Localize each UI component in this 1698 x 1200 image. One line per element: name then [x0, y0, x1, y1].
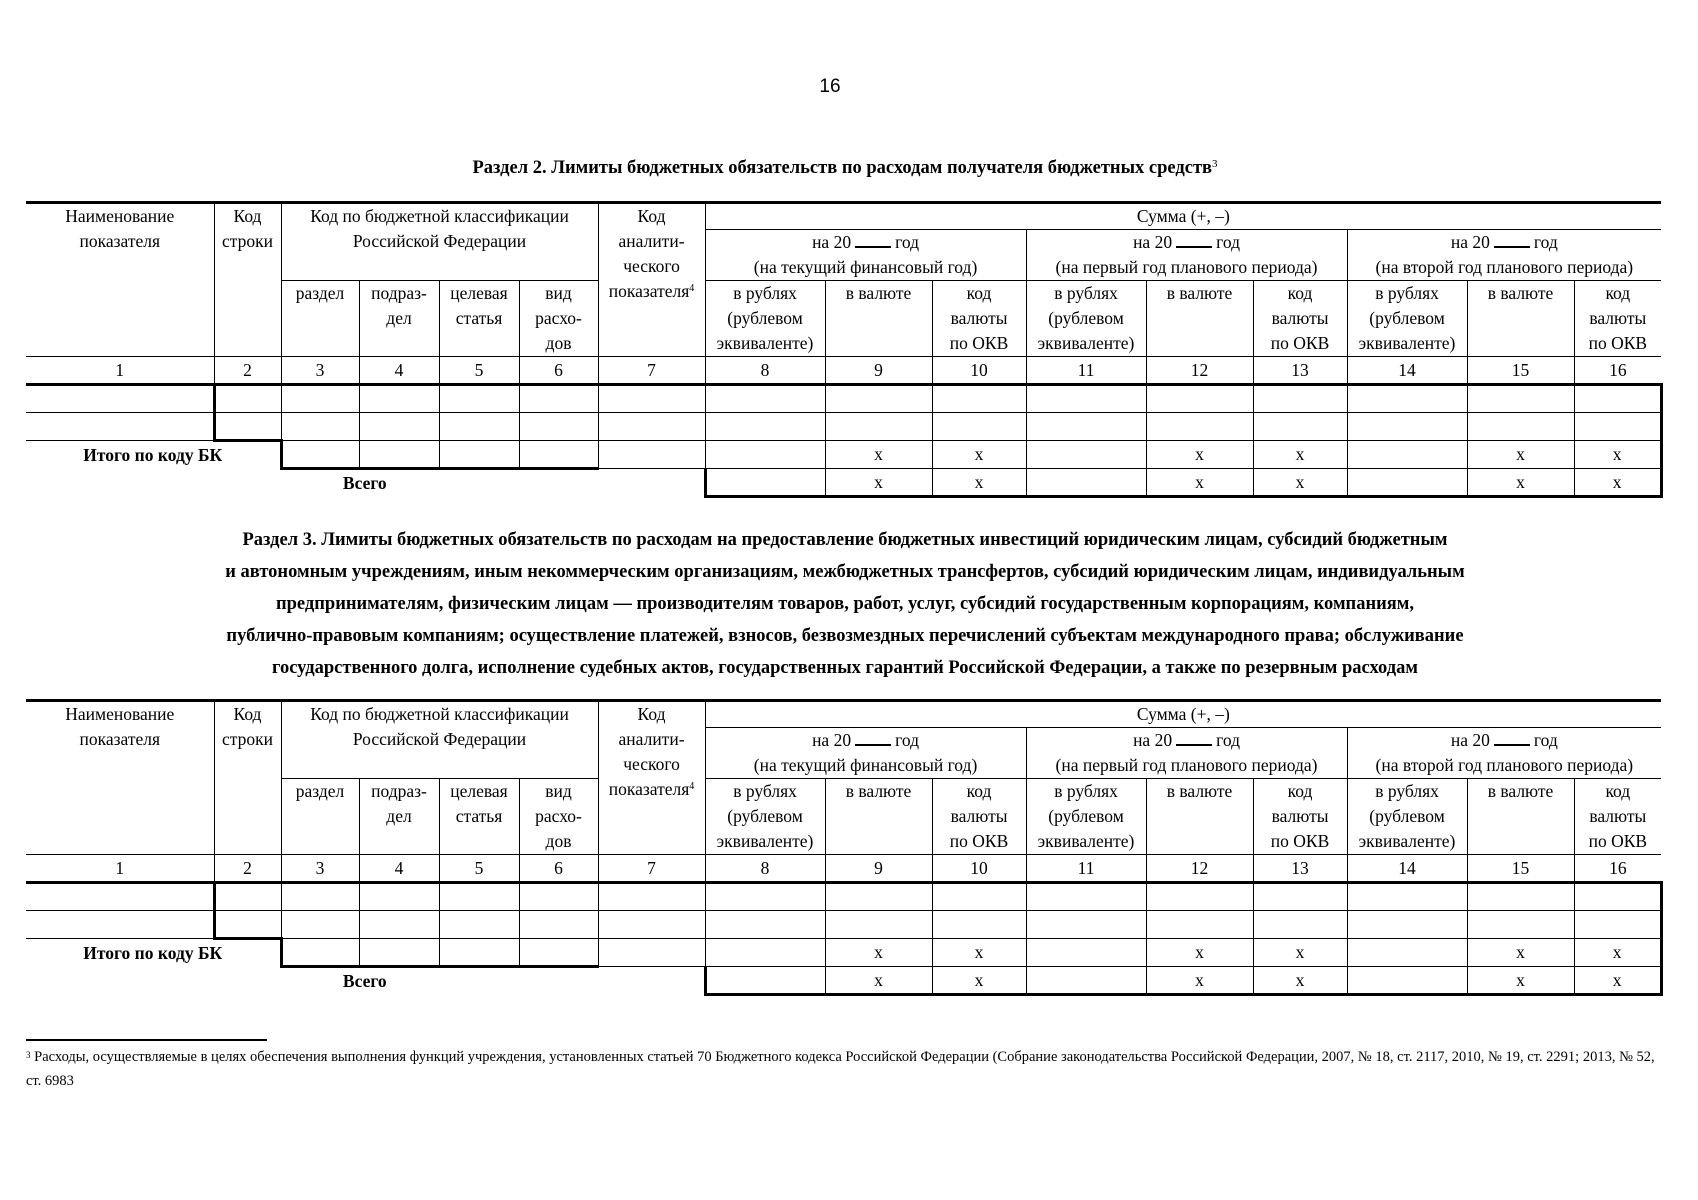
table-row: [26, 413, 1661, 441]
column-numbers-row: [26, 357, 1661, 385]
header-row-code: Код строки: [214, 203, 281, 357]
cross-mark: x: [825, 469, 932, 497]
input-cell[interactable]: [825, 911, 932, 939]
header-okv: код валюты по ОКВ: [1574, 779, 1661, 855]
column-number: 8: [705, 855, 825, 883]
header-currency: в валюте: [825, 281, 932, 357]
input-cell[interactable]: [1253, 883, 1347, 911]
column-number: 2: [214, 855, 281, 883]
cross-mark: x: [1146, 469, 1253, 497]
cross-mark: x: [1253, 939, 1347, 967]
header-indicator-name: Наименование показателя: [26, 701, 214, 855]
input-cell[interactable]: [281, 911, 359, 939]
input-cell[interactable]: [1467, 883, 1574, 911]
header-analytic-code: Код аналити- ческого показателя$^4$: [598, 701, 705, 855]
input-cell[interactable]: [1347, 385, 1467, 413]
column-number: 14: [1347, 855, 1467, 883]
grand-total-row: [26, 967, 1661, 995]
header-currency: в валюте: [1146, 281, 1253, 357]
input-cell[interactable]: [519, 385, 598, 413]
input-cell[interactable]: [214, 413, 281, 441]
cross-mark: x: [1574, 967, 1661, 995]
section-2-title: [30, 152, 1660, 184]
footnote-text: Расходы, осуществляемые в целях обеспечения выполнения функций учреждения, установленных статьей 70 Бюджетного кодекса Российской Федерации (Собрание законодательства Российской Федерации, 2007, № 18, ст. 2117, 2010, № 19, ст. 2291; 2013, № 52, ст. 6983: [26, 1049, 1655, 1089]
input-cell[interactable]: [1347, 967, 1467, 995]
input-cell[interactable]: [1574, 413, 1661, 441]
input-cell[interactable]: [705, 939, 825, 967]
input-cell[interactable]: [705, 967, 825, 995]
input-cell[interactable]: [439, 911, 519, 939]
input-cell[interactable]: [1026, 469, 1146, 497]
input-cell[interactable]: [281, 939, 359, 967]
header-target-article: целевая статья: [439, 779, 519, 855]
header-period-second-plan: на 20 год (на второй год планового периода): [1347, 230, 1661, 281]
cross-mark: x: [1253, 469, 1347, 497]
input-cell[interactable]: [519, 911, 598, 939]
input-cell[interactable]: [519, 413, 598, 441]
input-cell[interactable]: [1146, 385, 1253, 413]
input-cell[interactable]: [1146, 413, 1253, 441]
header-okv: код валюты по ОКВ: [932, 779, 1026, 855]
cross-mark: x: [932, 967, 1026, 995]
cross-mark: x: [1467, 469, 1574, 497]
header-currency: в валюте: [825, 779, 932, 855]
column-number: 11: [1026, 357, 1146, 385]
page-number: 16: [819, 76, 841, 97]
input-cell[interactable]: [1026, 413, 1146, 441]
input-cell[interactable]: [1347, 883, 1467, 911]
input-cell[interactable]: [26, 413, 214, 441]
column-number: 15: [1467, 357, 1574, 385]
cross-mark: x: [1253, 967, 1347, 995]
header-rub: в рублях (рублевом эквиваленте): [1347, 779, 1467, 855]
input-cell[interactable]: [1026, 939, 1146, 967]
input-cell[interactable]: [705, 883, 825, 911]
input-cell[interactable]: [1574, 911, 1661, 939]
cross-mark: x: [825, 967, 932, 995]
header-target-article: целевая статья: [439, 281, 519, 357]
header-budget-classification: Код по бюджетной классификации Российской Федерации: [281, 701, 598, 779]
input-cell[interactable]: [26, 911, 214, 939]
input-cell[interactable]: [1026, 967, 1146, 995]
input-cell[interactable]: [26, 883, 214, 911]
header-expense-type: вид расхо- дов: [519, 779, 598, 855]
grand-total-label: Всего: [342, 970, 387, 991]
input-cell[interactable]: [439, 883, 519, 911]
column-number: 3: [281, 855, 359, 883]
header-rub: в рублях (рублевом эквиваленте): [1026, 779, 1146, 855]
total-bk-label: Итого по коду БК: [83, 444, 223, 465]
header-okv: код валюты по ОКВ: [1574, 281, 1661, 357]
header-expense-type: вид расхо- дов: [519, 281, 598, 357]
header-sum: Сумма (+, –): [705, 203, 1661, 230]
input-cell[interactable]: [359, 883, 439, 911]
input-cell[interactable]: [598, 441, 705, 469]
input-cell[interactable]: [359, 939, 439, 967]
column-number: 15: [1467, 855, 1574, 883]
header-row-code: Код строки: [214, 701, 281, 855]
cross-mark: x: [1467, 939, 1574, 967]
section-3-title-line: государственного долга, исполнение судебных актов, государственных гарантий Российской Федерации, а также по резервным расходам: [272, 658, 1418, 678]
cross-mark: x: [825, 939, 932, 967]
cross-mark: x: [1574, 939, 1661, 967]
column-number: 10: [932, 855, 1026, 883]
column-number: 5: [439, 357, 519, 385]
column-number: 12: [1146, 357, 1253, 385]
column-number: 4: [359, 855, 439, 883]
input-cell[interactable]: [1574, 883, 1661, 911]
input-cell[interactable]: [1347, 469, 1467, 497]
input-cell[interactable]: [1026, 385, 1146, 413]
header-currency: в валюте: [1467, 281, 1574, 357]
input-cell[interactable]: [1467, 385, 1574, 413]
header-rub: в рублях (рублевом эквиваленте): [705, 281, 825, 357]
column-number: 2: [214, 357, 281, 385]
cross-mark: x: [932, 441, 1026, 469]
column-number: 9: [825, 855, 932, 883]
input-cell[interactable]: [519, 939, 598, 967]
column-number: 11: [1026, 855, 1146, 883]
column-number: 16: [1574, 357, 1661, 385]
input-cell[interactable]: [439, 385, 519, 413]
section-3-title-line: публично-правовым компаниям; осуществление платежей, взносов, безвозмездных перечислений субъектам международного права; обслуживание: [226, 626, 1464, 646]
header-indicator-name: Наименование показателя: [26, 203, 214, 357]
input-cell[interactable]: [1347, 413, 1467, 441]
header-razdel: раздел: [281, 779, 359, 855]
column-number: 6: [519, 855, 598, 883]
header-currency: в валюте: [1146, 779, 1253, 855]
header-sum: Сумма (+, –): [705, 701, 1661, 728]
cross-mark: x: [1253, 441, 1347, 469]
section-3-title: [30, 524, 1660, 684]
total-bk-row: [26, 939, 1661, 967]
input-cell[interactable]: [1574, 385, 1661, 413]
input-cell[interactable]: [825, 385, 932, 413]
header-razdel: раздел: [281, 281, 359, 357]
table-row: [26, 911, 1661, 939]
column-number: 16: [1574, 855, 1661, 883]
grand-total-label: Всего: [342, 472, 387, 493]
header-rub: в рублях (рублевом эквиваленте): [1347, 281, 1467, 357]
input-cell[interactable]: [281, 385, 359, 413]
column-number: 7: [598, 855, 705, 883]
column-number: 7: [598, 357, 705, 385]
cross-mark: x: [1574, 441, 1661, 469]
input-cell[interactable]: [519, 441, 598, 469]
input-cell[interactable]: [1026, 883, 1146, 911]
header-rub: в рублях (рублевом эквиваленте): [705, 779, 825, 855]
input-cell[interactable]: [281, 413, 359, 441]
input-cell[interactable]: [932, 413, 1026, 441]
cross-mark: x: [825, 441, 932, 469]
footnote-divider: [26, 1039, 267, 1041]
input-cell[interactable]: [439, 413, 519, 441]
input-cell[interactable]: [519, 883, 598, 911]
header-currency: в валюте: [1467, 779, 1574, 855]
input-cell[interactable]: [598, 939, 705, 967]
cross-mark: x: [1146, 441, 1253, 469]
section-3-title-line: Раздел 3. Лимиты бюджетных обязательств по расходам на предоставление бюджетных инвестиций юридическим лицам, субсидий бюджетным: [242, 530, 1448, 550]
input-cell[interactable]: [214, 385, 281, 413]
header-period-first-plan: на 20 год (на первый год планового периода): [1026, 230, 1347, 281]
total-bk-row: [26, 441, 1661, 469]
input-cell[interactable]: [439, 441, 519, 469]
input-cell[interactable]: [825, 883, 932, 911]
section-3-title-line: и автономным учреждениям, иным некоммерческим организациям, межбюджетных трансфертов, субсидий юридическим лицам, индивидуальным: [225, 562, 1465, 582]
column-number: 13: [1253, 357, 1347, 385]
input-cell[interactable]: [1026, 911, 1146, 939]
input-cell[interactable]: [932, 911, 1026, 939]
input-cell[interactable]: [359, 385, 439, 413]
input-cell[interactable]: [932, 883, 1026, 911]
footnote: [26, 1045, 1656, 1093]
column-number: 14: [1347, 357, 1467, 385]
table-row: [26, 385, 1661, 413]
column-numbers-row: [26, 855, 1661, 883]
input-cell[interactable]: [359, 441, 439, 469]
input-cell[interactable]: [705, 911, 825, 939]
input-cell[interactable]: [1347, 441, 1467, 469]
header-period-second-plan: на 20 год (на второй год планового периода): [1347, 728, 1661, 779]
header-period-current: на 20 год (на текущий финансовый год): [705, 728, 1026, 779]
input-cell[interactable]: [214, 883, 281, 911]
input-cell[interactable]: [1347, 911, 1467, 939]
section-2-title-footnote-ref: 3: [1212, 158, 1218, 170]
cross-mark: x: [932, 469, 1026, 497]
section-2-title-text: Раздел 2. Лимиты бюджетных обязательств по расходам получателя бюджетных средств: [472, 158, 1213, 178]
column-number: 13: [1253, 855, 1347, 883]
header-period-first-plan: на 20 год (на первый год планового периода): [1026, 728, 1347, 779]
input-cell[interactable]: [598, 385, 705, 413]
input-cell[interactable]: [359, 911, 439, 939]
cross-mark: x: [1467, 967, 1574, 995]
header-okv: код валюты по ОКВ: [932, 281, 1026, 357]
header-budget-classification: Код по бюджетной классификации Российской Федерации: [281, 203, 598, 281]
input-cell[interactable]: [26, 385, 214, 413]
header-podrazdel: подраз- дел: [359, 779, 439, 855]
footnote-number: 3: [26, 1050, 31, 1060]
column-number: 8: [705, 357, 825, 385]
column-number: 5: [439, 855, 519, 883]
input-cell[interactable]: [1467, 413, 1574, 441]
input-cell[interactable]: [598, 911, 705, 939]
column-number: 4: [359, 357, 439, 385]
column-number: 12: [1146, 855, 1253, 883]
input-cell[interactable]: [1253, 911, 1347, 939]
column-number: 10: [932, 357, 1026, 385]
cross-mark: x: [1146, 939, 1253, 967]
input-cell[interactable]: [705, 469, 825, 497]
input-cell[interactable]: [705, 385, 825, 413]
input-cell[interactable]: [359, 413, 439, 441]
input-cell[interactable]: [439, 939, 519, 967]
column-number: 6: [519, 357, 598, 385]
grand-total-row: [26, 469, 1661, 497]
input-cell[interactable]: [598, 413, 705, 441]
input-cell[interactable]: [281, 441, 359, 469]
cross-mark: x: [932, 939, 1026, 967]
total-bk-label: Итого по коду БК: [83, 942, 223, 963]
section-3-title-line: предпринимателям, физическим лицам — производителям товаров, работ, услуг, субсидий государственным корпорациям, компаниям,: [275, 594, 1415, 614]
input-cell[interactable]: [1253, 385, 1347, 413]
column-number: 3: [281, 357, 359, 385]
input-cell[interactable]: [1026, 441, 1146, 469]
table-row: [26, 883, 1661, 911]
column-number: 1: [26, 357, 214, 385]
input-cell[interactable]: [1146, 883, 1253, 911]
column-number: 9: [825, 357, 932, 385]
input-cell[interactable]: [932, 385, 1026, 413]
input-cell[interactable]: [1146, 911, 1253, 939]
column-number: 1: [26, 855, 214, 883]
cross-mark: x: [1574, 469, 1661, 497]
cross-mark: x: [1467, 441, 1574, 469]
section-3-limits-table: [26, 699, 1663, 996]
input-cell[interactable]: [598, 883, 705, 911]
input-cell[interactable]: [1467, 911, 1574, 939]
header-okv: код валюты по ОКВ: [1253, 281, 1347, 357]
header-rub: в рублях (рублевом эквиваленте): [1026, 281, 1146, 357]
input-cell[interactable]: [825, 413, 932, 441]
header-okv: код валюты по ОКВ: [1253, 779, 1347, 855]
cross-mark: x: [1146, 967, 1253, 995]
input-cell[interactable]: [1253, 413, 1347, 441]
header-analytic-code: Код аналити- ческого показателя$^4$: [598, 203, 705, 357]
header-podrazdel: подраз- дел: [359, 281, 439, 357]
input-cell[interactable]: [1347, 939, 1467, 967]
input-cell[interactable]: [705, 413, 825, 441]
input-cell[interactable]: [705, 441, 825, 469]
input-cell[interactable]: [281, 883, 359, 911]
section-2-limits-table: [26, 201, 1663, 498]
input-cell[interactable]: [214, 911, 281, 939]
header-period-current: на 20 год (на текущий финансовый год): [705, 230, 1026, 281]
